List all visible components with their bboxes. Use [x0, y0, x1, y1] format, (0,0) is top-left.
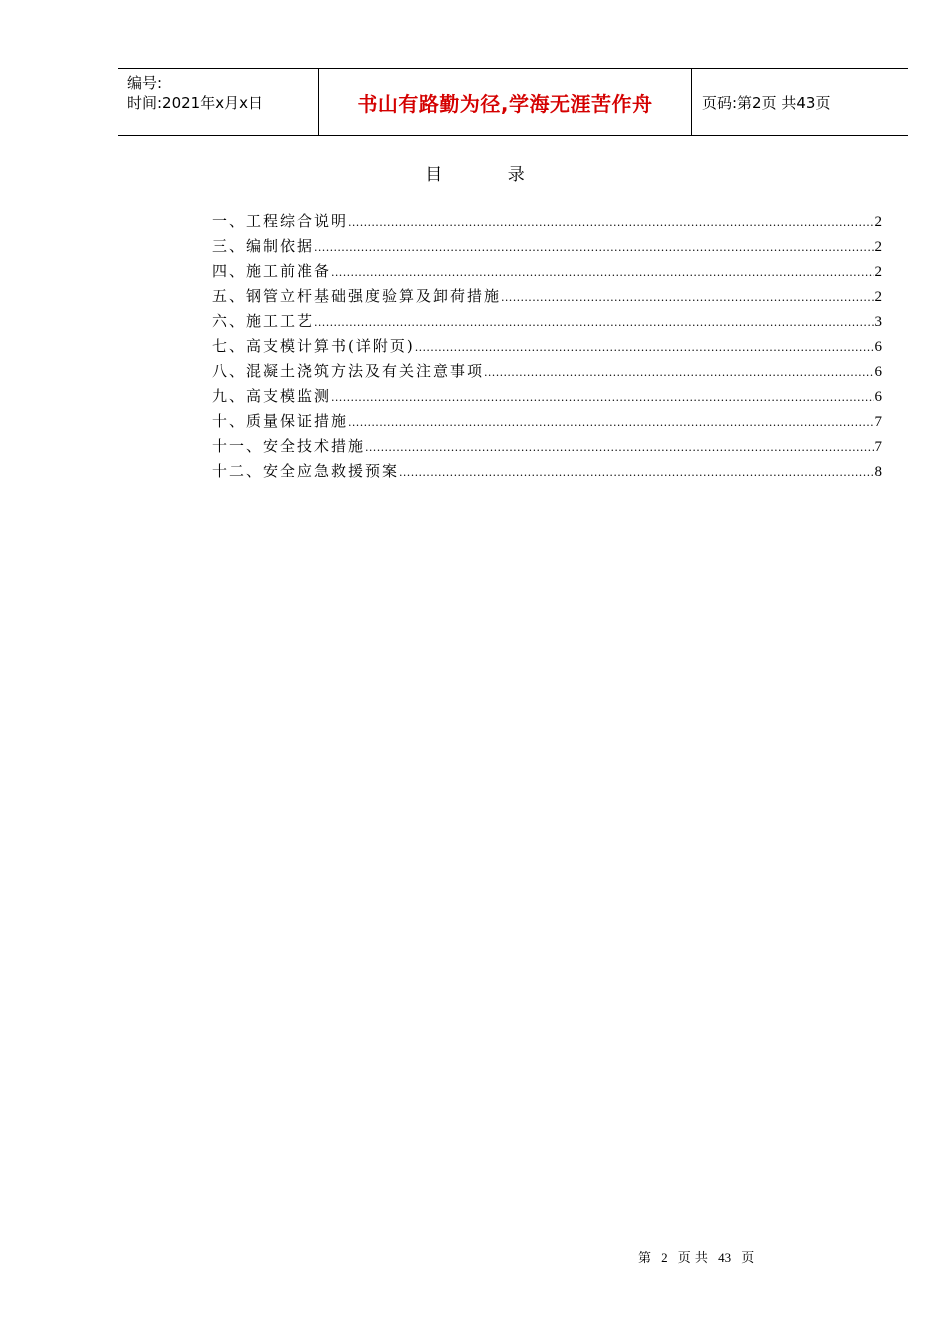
toc-entry-label: 八、混凝土浇筑方法及有关注意事项	[212, 362, 485, 380]
toc-leader-dots	[365, 438, 873, 458]
toc-entry[interactable]	[212, 236, 882, 261]
document-code-label: 编号:	[127, 74, 163, 92]
toc-entry-label: 十二、安全应急救援预案	[212, 462, 400, 480]
toc-entry-page: 2	[874, 289, 882, 305]
toc-entry[interactable]	[212, 286, 882, 311]
toc-entry[interactable]	[212, 386, 882, 411]
page-header	[118, 68, 908, 136]
toc-leader-dots	[348, 213, 873, 233]
toc-entry-page: 2	[874, 214, 882, 230]
toc-leader-dots	[484, 363, 873, 383]
toc-entry-page: 6	[874, 389, 882, 405]
toc-entry-label: 十、质量保证措施	[212, 412, 349, 430]
footer-total-pages: 43	[718, 1250, 732, 1265]
document-date: 时间:2021年x月x日	[127, 94, 263, 112]
toc-leader-dots	[314, 238, 873, 258]
table-of-contents	[212, 211, 882, 486]
toc-entry-label: 四、施工前准备	[212, 262, 332, 280]
toc-leader-dots	[399, 463, 873, 483]
toc-entry[interactable]	[212, 211, 882, 236]
toc-entry-label: 一、工程综合说明	[212, 212, 349, 230]
toc-leader-dots	[501, 288, 873, 308]
toc-entry-page: 3	[874, 314, 882, 330]
toc-leader-dots	[415, 338, 874, 358]
toc-entry-page: 7	[874, 439, 882, 455]
toc-entry-label: 三、编制依据	[212, 237, 315, 255]
toc-entry[interactable]	[212, 311, 882, 336]
toc-entry[interactable]	[212, 336, 882, 361]
toc-entry-page: 2	[874, 239, 882, 255]
toc-entry[interactable]	[212, 436, 882, 461]
toc-entry-page: 7	[874, 414, 882, 430]
toc-entry-page: 6	[874, 339, 882, 355]
toc-entry-label: 六、施工工艺	[212, 312, 315, 330]
toc-leader-dots	[331, 388, 873, 408]
toc-entry-page: 8	[874, 464, 882, 480]
header-meta	[118, 69, 319, 135]
toc-leader-dots	[314, 313, 873, 333]
toc-entry-label: 五、钢管立杆基础强度验算及卸荷措施	[212, 287, 502, 305]
toc-leader-dots	[331, 263, 873, 283]
footer-prefix: 第	[638, 1251, 652, 1266]
toc-entry[interactable]	[212, 411, 882, 436]
footer-current-page: 2	[661, 1250, 668, 1265]
toc-entry[interactable]	[212, 361, 882, 386]
footer-suffix: 页	[741, 1251, 755, 1266]
toc-entry-page: 2	[874, 264, 882, 280]
footer-middle: 页 共	[677, 1251, 708, 1266]
toc-title: 目 录	[425, 165, 555, 185]
toc-entry-label: 九、高支模监测	[212, 387, 332, 405]
toc-entry-label: 七、高支模计算书(详附页)	[212, 337, 415, 355]
header-motto: 书山有路勤为径,学海无涯苦作舟	[319, 69, 692, 135]
toc-entry-label: 十一、安全技术措施	[212, 437, 366, 455]
page-footer	[638, 1247, 754, 1266]
toc-entry[interactable]	[212, 261, 882, 286]
toc-entry-page: 6	[874, 364, 882, 380]
toc-entry[interactable]	[212, 461, 882, 486]
toc-leader-dots	[348, 413, 873, 433]
header-page-info: 页码:第2页 共43页	[702, 93, 831, 112]
